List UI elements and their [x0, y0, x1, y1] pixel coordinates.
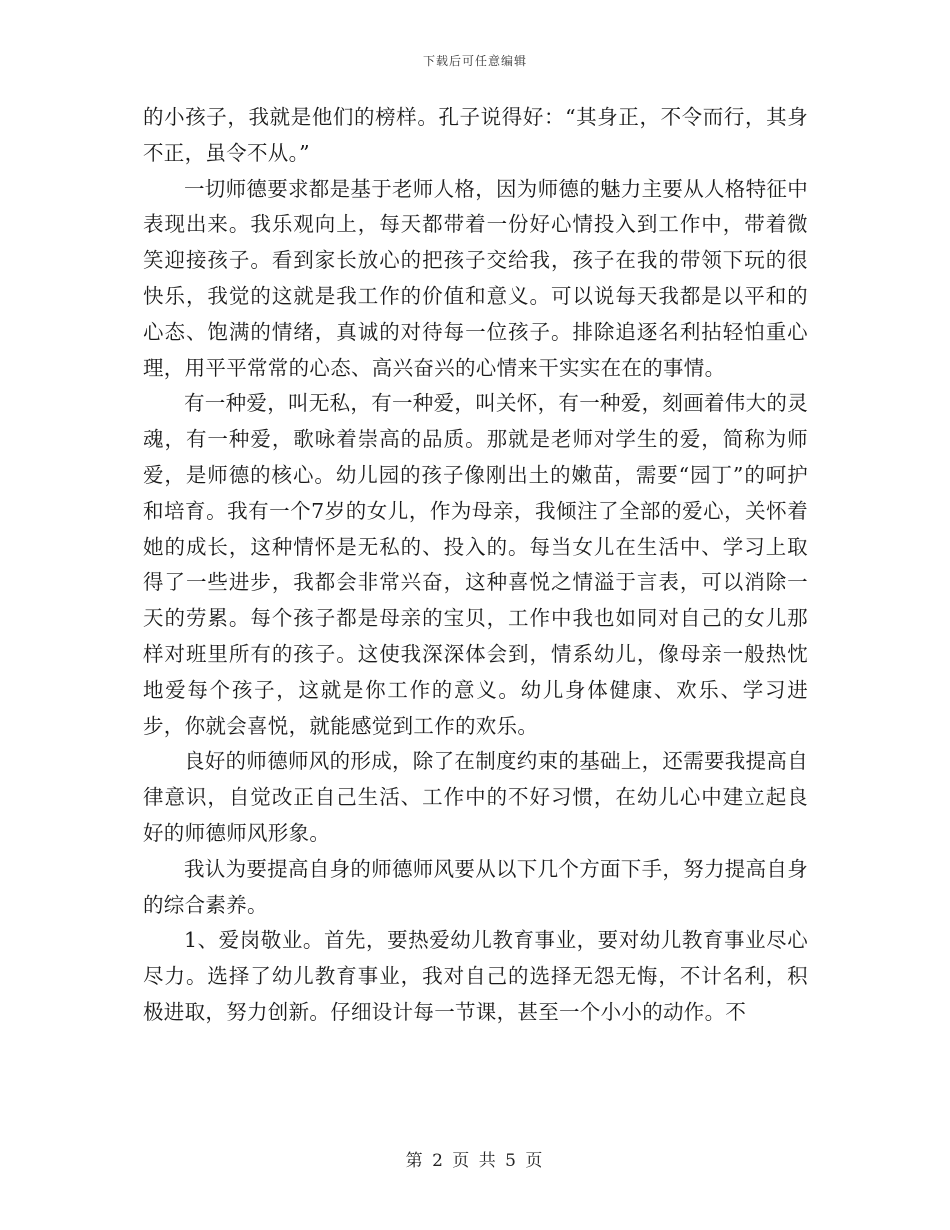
paragraph-teacher-personality: 一切师德要求都是基于老师人格，因为师德的魅力主要从人格特征中表现出来。我乐观向上，每天都带着一份好心情投入到工作中，带着微笑迎接孩子。看到家长放心的把孩子交给我，孩子在我的带领下玩的很快乐，我觉的这就是我工作的价值和意义。可以说每天我都是以平和的心态、饱满的情绪，真诚的对待每一位孩子。排除追逐名利拈轻怕重心理，用平平常常的心态、高兴奋兴的心情来干实实在在的事情。 [143, 176, 808, 380]
paragraph-point-1-dedication: 1、爱岗敬业。首先，要热爱幼儿教育事业，要对幼儿教育事业尽心尽力。选择了幼儿教育事业，我对自己的选择无怨无悔，不计名利，积极进取，努力创新。仔细设计每一节课，甚至一个小小的动作。不 [143, 928, 808, 1024]
paragraph-teacher-love: 有一种爱，叫无私，有一种爱，叫关怀，有一种爱，刻画着伟大的灵魂，有一种爱，歌咏着崇高的品质。那就是老师对学生的爱，简称为师爱，是师德的核心。幼儿园的孩子像刚出土的嫩苗，需要“园丁”的呵护和培育。我有一个7岁的女儿，作为母亲，我倾注了全部的爱心，关怀着她的成长，这种情怀是无私的、投入的。每当女儿在生活中、学习上取得了一些进步，我都会非常兴奋，这种喜悦之情溢于言表，可以消除一天的劳累。每个孩子都是母亲的宝贝，工作中我也如同对自己的女儿那样对班里所有的孩子。这使我深深体会到，情系幼儿，像母亲一般热忱地爱每个孩子，这就是你工作的意义。幼儿身体健康、欢乐、学习进步，你就会喜悦，就能感觉到工作的欢乐。 [143, 391, 808, 738]
paragraph-continuation: 的小孩子，我就是他们的榜样。孔子说得好：“其身正，不令而行，其身不正，虽令不从。” [143, 105, 808, 165]
page-number-footer: 第 2 页 共 5 页 [405, 1151, 545, 1171]
page-header-note: 下载后可任意编辑 [422, 54, 527, 68]
paragraph-self-discipline: 良好的师德师风的形成，除了在制度约束的基础上，还需要我提高自律意识，自觉改正自己生活、工作中的不好习惯，在幼儿心中建立起良好的师德师风形象。 [143, 749, 808, 845]
paragraph-improvement-intro: 我认为要提高自身的师德师风要从以下几个方面下手，努力提高自身的综合素养。 [143, 856, 808, 917]
document-body [143, 100, 808, 1031]
